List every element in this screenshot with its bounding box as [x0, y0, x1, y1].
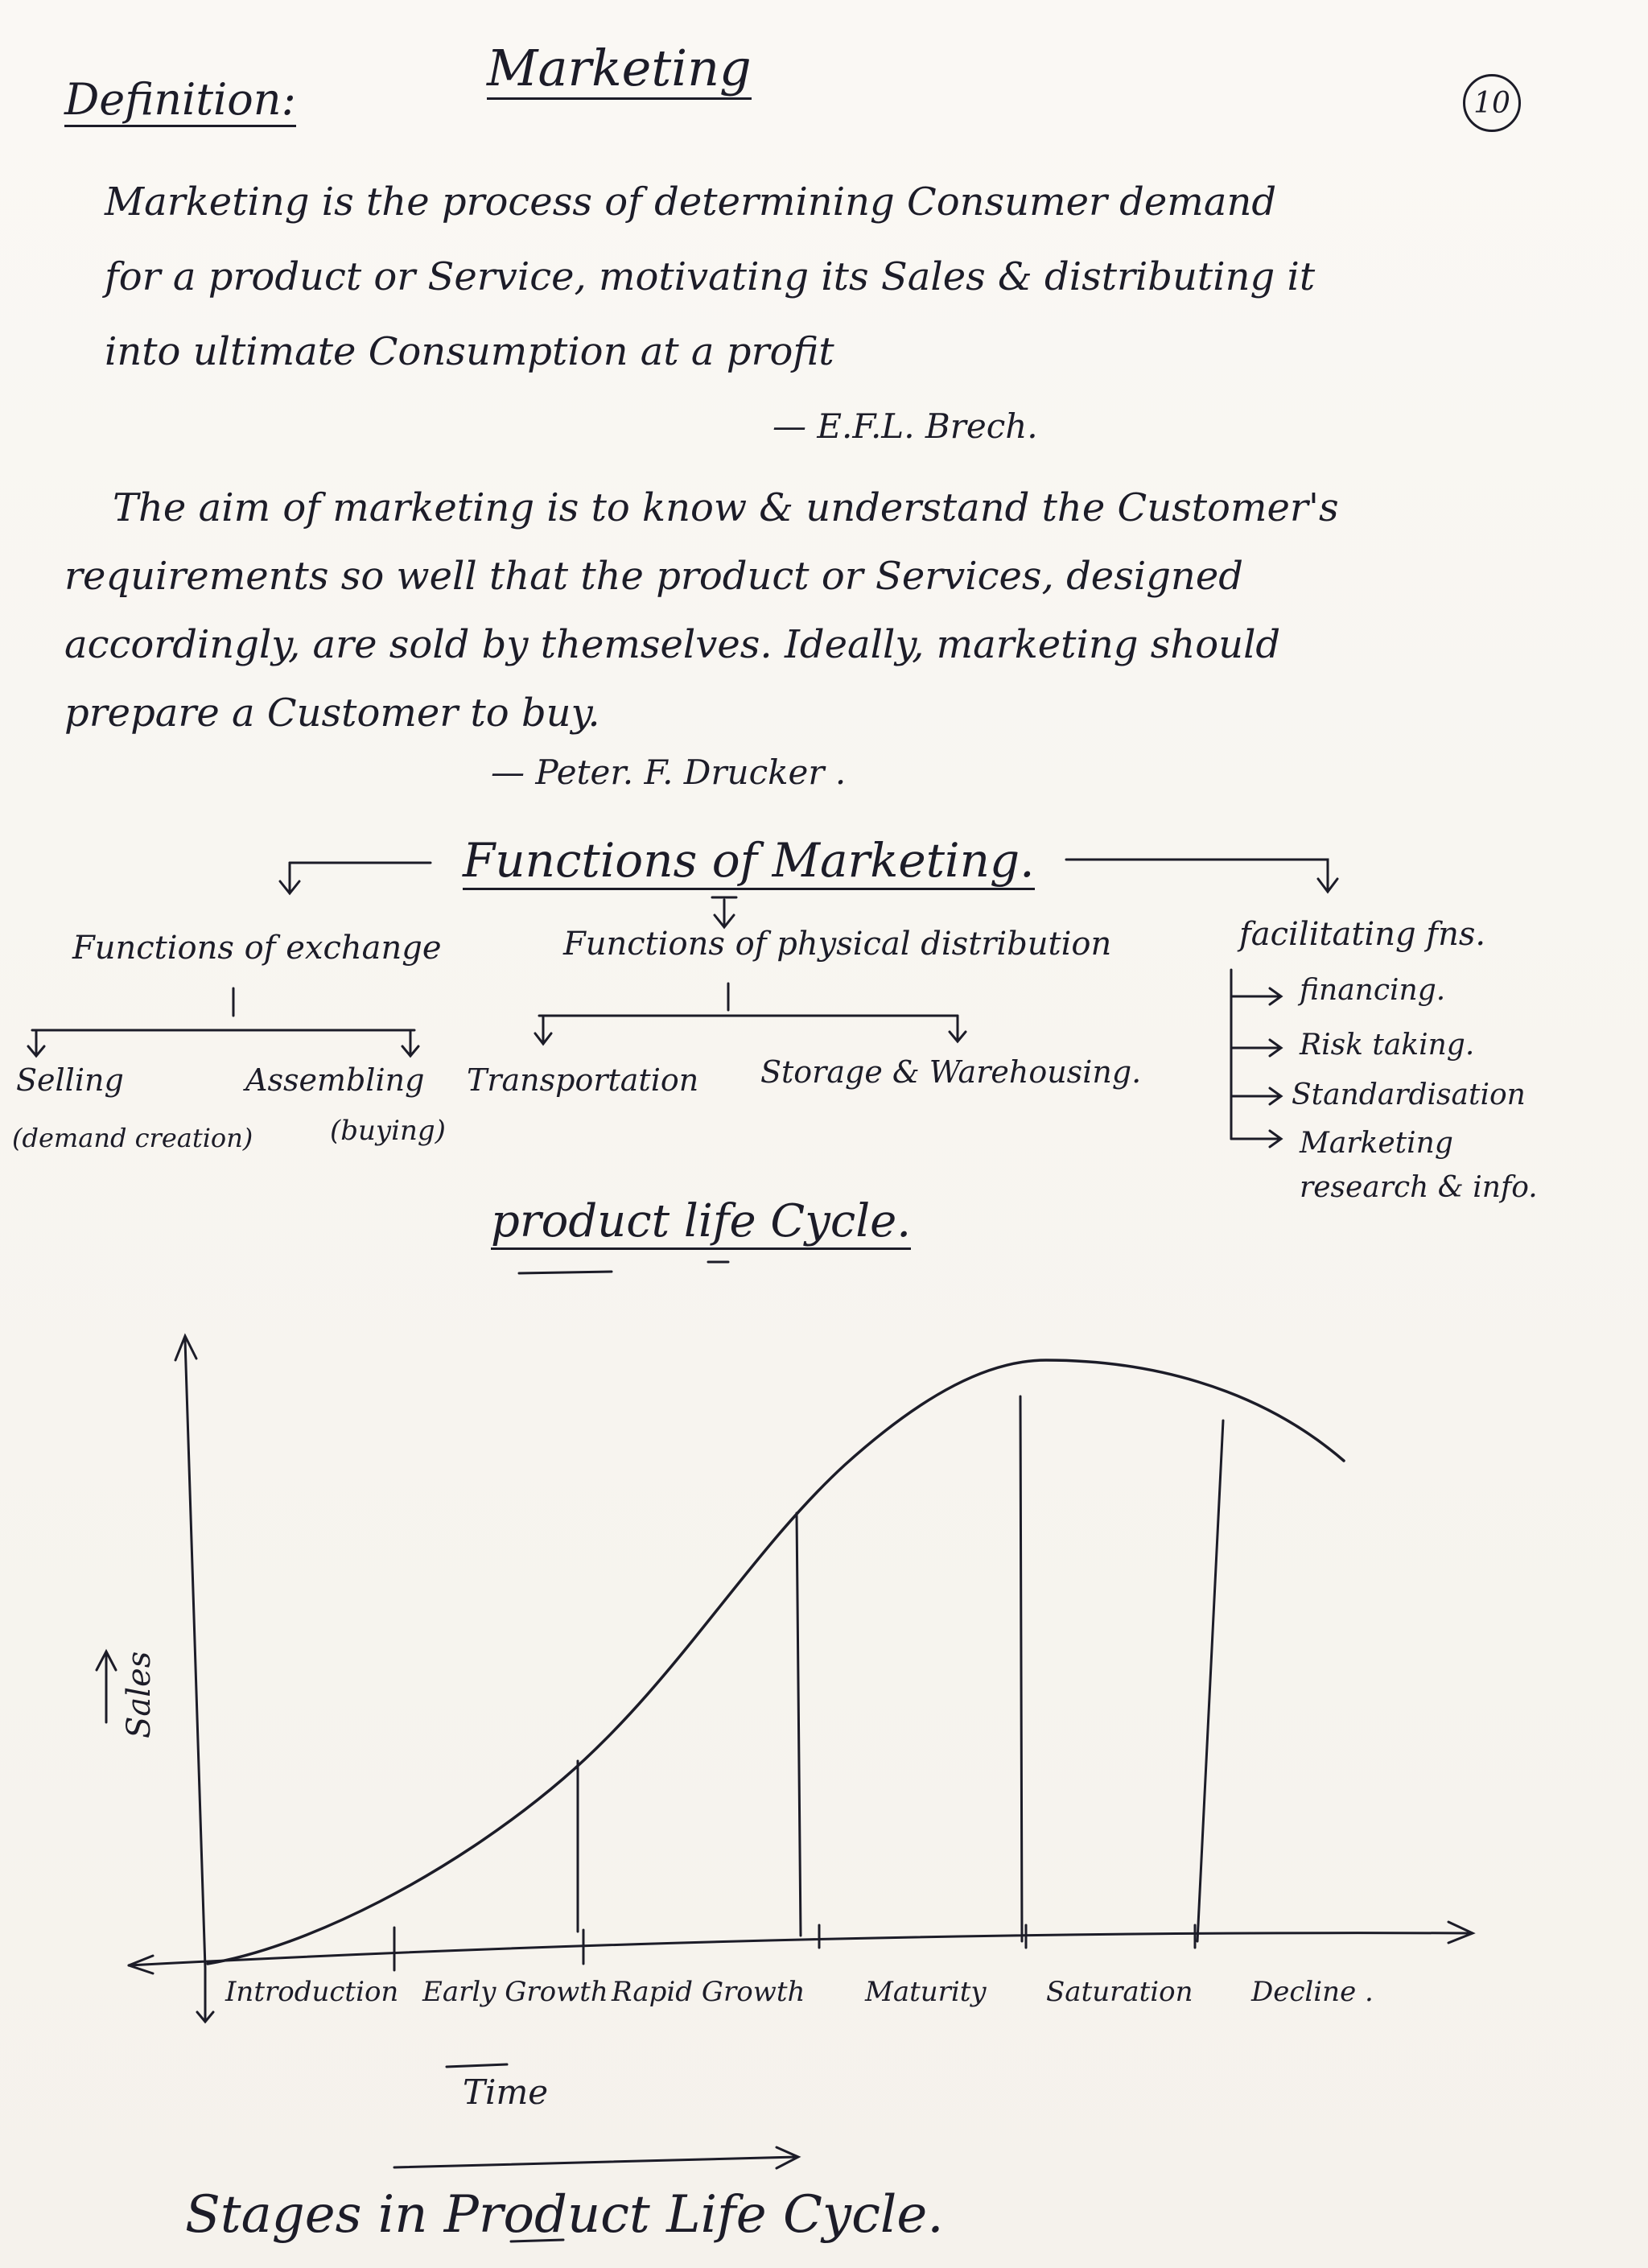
- assembling-note: (buying): [330, 1115, 446, 1147]
- storage-label: Storage & Warehousing.: [760, 1054, 1142, 1090]
- plc-heading-extra-underline: [519, 1262, 728, 1273]
- functions-of-exchange: Functions of exchange: [72, 930, 442, 967]
- definition-label: Definition:: [64, 74, 296, 127]
- facilitating-arrow-3: [1231, 1088, 1281, 1104]
- transportation-label: Transportation: [467, 1062, 699, 1098]
- selling-label: Selling: [16, 1062, 124, 1098]
- plc-heading: product life Cycle.: [491, 1195, 911, 1250]
- functions-of-physical-distribution: Functions of physical distribution: [563, 926, 1112, 963]
- sales-arrow: [97, 1652, 116, 1722]
- y-axis: [175, 1336, 205, 1968]
- plc-caption: Stages in Product Life Cycle.: [185, 2185, 944, 2245]
- selling-note: (demand creation): [12, 1123, 253, 1153]
- facilitating-item-risk: Risk taking.: [1300, 1029, 1475, 1062]
- tree-arrow-left: [280, 863, 299, 893]
- definition-1-line-1: Marketing is the process of determining Consumer demand: [105, 179, 1277, 225]
- plc-curve: [208, 1360, 1344, 1964]
- facilitating-arrow-2: [1231, 1040, 1281, 1056]
- stage-decline: Decline .: [1251, 1976, 1374, 2008]
- x-axis-label: Time: [463, 2072, 549, 2112]
- stage-introduction: Introduction: [225, 1976, 399, 2008]
- assembling-label: Assembling: [245, 1062, 425, 1098]
- definition-2-line-1: The aim of marketing is to know & understand the Customer's: [113, 485, 1339, 530]
- definition-2-author: — Peter. F. Drucker .: [491, 753, 847, 792]
- time-dash: [447, 2064, 507, 2067]
- definition-1-line-2: for a product or Service, motivating its Sales & distributing it: [105, 254, 1316, 299]
- definition-1-line-3: into ultimate Consumption at a profit: [105, 329, 834, 374]
- facilitating-item-standardisation: Standardisation: [1292, 1078, 1526, 1111]
- intro-arrow: [197, 1968, 213, 2022]
- y-axis-label: Sales: [121, 1651, 158, 1738]
- definition-2-line-2: requirements so well that the product or Services, designed: [64, 554, 1243, 599]
- tree-arrow-mid: [712, 897, 736, 927]
- stage-maturity: Maturity: [865, 1976, 987, 2008]
- facilitating-item-research: research & info.: [1300, 1171, 1538, 1204]
- definition-2-line-4: prepare a Customer to buy.: [64, 691, 600, 736]
- stage-rapid-growth: Rapid Growth: [612, 1976, 805, 2008]
- exchange-arrow-left: [28, 1030, 44, 1056]
- definition-1-author: — E.F.L. Brech.: [772, 406, 1038, 446]
- facilitating-functions: facilitating fns.: [1239, 916, 1486, 953]
- time-arrow: [394, 2147, 798, 2168]
- facilitating-item-financing: financing.: [1300, 974, 1446, 1007]
- stage-divider-saturation: [1197, 1421, 1223, 1941]
- functions-heading: Functions of Marketing.: [463, 833, 1035, 890]
- physical-arrow-right: [950, 1016, 966, 1041]
- physical-arrow-left: [535, 1016, 551, 1044]
- exchange-arrow-right: [402, 1030, 418, 1056]
- stage-divider-rapid: [797, 1513, 801, 1936]
- facilitating-arrow-4: [1231, 1131, 1281, 1147]
- stage-saturation: Saturation: [1046, 1976, 1193, 2008]
- stage-early-growth: Early Growth: [422, 1976, 608, 2008]
- page-number: 10: [1463, 74, 1521, 132]
- page-title: Marketing: [487, 39, 752, 100]
- facilitating-arrow-1: [1231, 988, 1281, 1004]
- facilitating-item-marketing: Marketing: [1300, 1127, 1453, 1160]
- stage-divider-maturity: [1020, 1396, 1022, 1941]
- definition-2-line-3: accordingly, are sold by themselves. Ideally, marketing should: [64, 622, 1281, 667]
- tree-line-right: [1066, 860, 1337, 892]
